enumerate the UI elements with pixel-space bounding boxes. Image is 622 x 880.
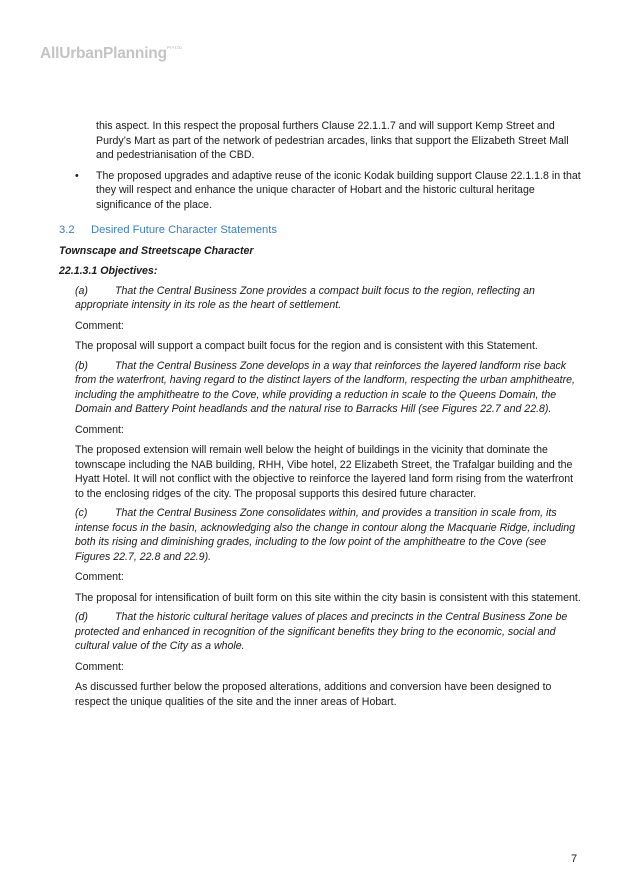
company-logo	[40, 45, 182, 63]
intro-continued-paragraph: this aspect. In this respect the proposal furthers Clause 22.1.1.7 and will support Kemp Street and Purdy’s Mart as part of the network of pedestrian arcades, links that support the Elizabeth Street Mall and pedestrianisation of the CBD.	[96, 120, 569, 161]
objectives-list	[59, 284, 581, 710]
objective-label: (d)	[75, 611, 88, 623]
subheading: Townscape and Streetscape Character	[59, 244, 254, 257]
bullet-item	[59, 169, 581, 213]
page-number: 7	[571, 853, 578, 865]
section-heading	[59, 223, 581, 238]
comment-label: Comment:	[75, 423, 124, 436]
logo-mark: PTY LTD	[166, 45, 182, 50]
objective-a	[75, 284, 581, 313]
objective-label: (a)	[75, 284, 88, 297]
objective-label: (c)	[75, 507, 88, 519]
objective-d	[75, 610, 581, 654]
objective-label: (b)	[75, 359, 88, 372]
comment-text: The proposal will support a compact built focus for the region and is consistent with this Statement.	[75, 340, 538, 352]
logo-text: AllUrbanPlanning	[40, 45, 167, 62]
objectives-heading: 22.1.3.1 Objectives:	[59, 265, 158, 277]
comment-label: Comment:	[75, 660, 124, 673]
objective-text: That the Central Business Zone consolidates within, and provides a transition in scale from, its intense focus in the basin, acknowledging also the change in contour along the Macquarie Ridge, including both its rising and diminishing grades, including to the low point of the amphitheatre to the Cove (see Figures 22.7, 22.8 and 22.9).	[75, 507, 576, 563]
objective-text: That the Central Business Zone develops in a way that reinforces the layered landform rise back from the waterfront, having regard to the distinct layers of the landform, respecting the urban amphitheatre, including the amphitheatre to the Cove, while providing a reduction in scale to the Queens Domain, the Domain and Battery Point headlands and the natural rise to Barracks Hill (see Figures 22.7 and 22.8).	[75, 359, 575, 415]
objective-text: That the historic cultural heritage values of places and precincts in the Central Business Zone be protected and enhanced in recognition of the significant benefits they bring to the economic, social and cultural value of the City as a whole.	[75, 611, 568, 652]
section-title: Desired Future Character Statements	[91, 224, 277, 236]
objective-text: That the Central Business Zone provides a compact built focus to the region, reflecting an appropriate intensity in its role as the heart of settlement.	[75, 284, 535, 311]
bullet-text: The proposed upgrades and adaptive reuse of the iconic Kodak building support Clause 22.1.1.8 in that they will respect and enhance the unique character of Hobart and the historic cultural heritage significance of the place.	[96, 169, 581, 211]
objective-b	[75, 359, 581, 417]
comment-text: The proposed extension will remain well below the height of buildings in the vicinity that dominate the townscape including the NAB building, RHH, Vibe hotel, 22 Elizabeth Street, the Trafalgar building and the Hyatt Hotel. It will not conflict with the objective to reinforce the layered land form rising from the waterfront to the enclosing ridges of the city. The proposal supports this desired future character.	[75, 444, 574, 500]
objective-c	[75, 506, 581, 564]
comment-label: Comment:	[75, 571, 124, 583]
comment-text: The proposal for intensification of built form on this site within the city basin is consistent with this statement.	[75, 591, 581, 604]
document-body	[59, 119, 581, 709]
comment-text: As discussed further below the proposed alterations, additions and conversion have been designed to respect the unique qualities of the site and the inner areas of Hobart.	[75, 681, 552, 708]
bullet-icon: •	[75, 169, 79, 182]
comment-label: Comment:	[75, 319, 124, 332]
section-number: 3.2	[59, 224, 75, 236]
